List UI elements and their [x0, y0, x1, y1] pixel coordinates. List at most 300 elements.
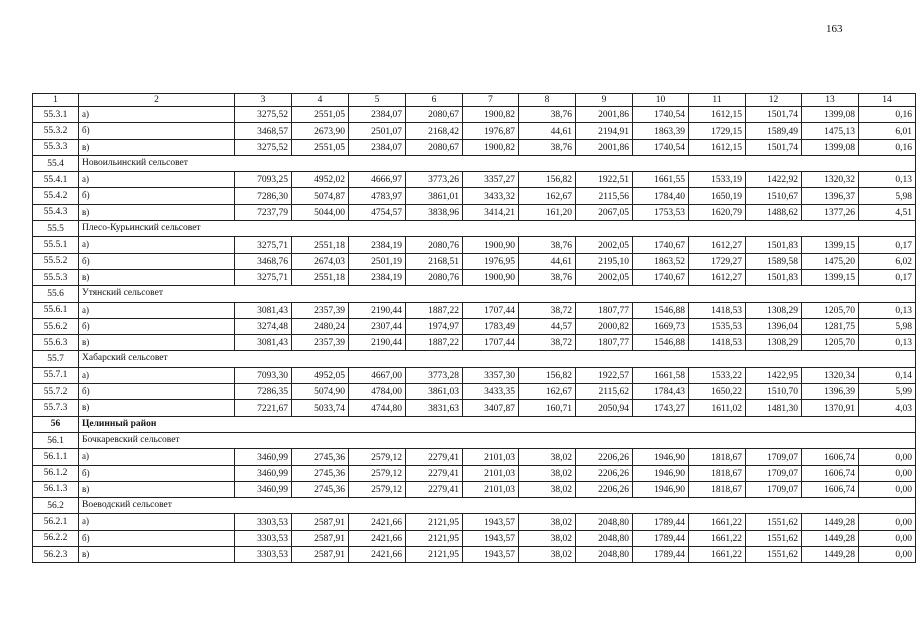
value-cell: 2080,67 [406, 107, 463, 123]
value-cell: 1320,32 [802, 172, 859, 188]
row-id: 55.7.1 [33, 367, 79, 383]
value-cell: 1488,62 [746, 204, 802, 220]
value-cell: 1546,88 [633, 335, 689, 351]
value-cell: 0,00 [859, 465, 916, 481]
value-cell: 1449,28 [802, 547, 859, 563]
value-cell: 1729,15 [689, 123, 746, 139]
value-cell: 2080,76 [406, 269, 463, 285]
value-cell: 1661,58 [633, 367, 689, 383]
value-cell: 1589,58 [746, 253, 802, 269]
value-cell: 4754,57 [349, 204, 406, 220]
value-cell: 1612,15 [689, 139, 746, 155]
value-cell: 3433,35 [463, 384, 519, 400]
value-cell: 2101,03 [463, 481, 519, 497]
value-cell: 2551,05 [292, 139, 349, 155]
value-cell: 0,13 [859, 302, 916, 318]
value-cell: 2067,05 [576, 204, 633, 220]
value-cell: 1946,90 [633, 481, 689, 497]
value-cell: 2002,05 [576, 237, 633, 253]
value-cell: 1669,73 [633, 318, 689, 334]
section-title: Утянский сельсовет [79, 286, 292, 302]
value-cell: 1606,74 [802, 465, 859, 481]
section-row [33, 351, 916, 367]
value-cell: 2357,39 [292, 302, 349, 318]
value-cell: 2384,19 [349, 237, 406, 253]
value-cell: 2115,56 [576, 188, 633, 204]
section-id: 56.2 [33, 498, 79, 514]
value-cell: 2745,36 [292, 465, 349, 481]
column-header: 7 [463, 94, 519, 107]
section-row [33, 498, 916, 514]
value-cell: 1308,29 [746, 302, 802, 318]
value-cell: 1976,87 [463, 123, 519, 139]
value-cell: 3460,99 [235, 481, 292, 497]
value-cell: 2551,05 [292, 107, 349, 123]
value-cell: 1729,27 [689, 253, 746, 269]
value-cell: 1606,74 [802, 449, 859, 465]
value-cell: 2206,26 [576, 465, 633, 481]
value-cell: 2501,07 [349, 123, 406, 139]
value-cell: 1784,40 [633, 188, 689, 204]
value-cell: 4952,05 [292, 367, 349, 383]
table-row [33, 172, 916, 188]
value-cell: 1546,88 [633, 302, 689, 318]
value-cell: 1281,75 [802, 318, 859, 334]
value-cell: 7286,30 [235, 188, 292, 204]
value-cell: 1783,49 [463, 318, 519, 334]
row-variant-label: в) [79, 139, 235, 155]
value-cell: 38,76 [519, 107, 576, 123]
section-title: Целинный район [79, 416, 292, 432]
value-cell: 1740,67 [633, 269, 689, 285]
section-filler [292, 286, 916, 302]
value-cell: 1612,15 [689, 107, 746, 123]
value-cell: 2121,95 [406, 514, 463, 530]
section-id: 55.4 [33, 155, 79, 171]
row-id: 56.2.2 [33, 530, 79, 546]
value-cell: 2745,36 [292, 481, 349, 497]
value-cell: 3831,63 [406, 400, 463, 416]
column-header: 14 [859, 94, 916, 107]
value-cell: 1501,83 [746, 237, 802, 253]
value-cell: 160,71 [519, 400, 576, 416]
value-cell: 1399,08 [802, 139, 859, 155]
value-cell: 5074,90 [292, 384, 349, 400]
value-cell: 1396,39 [802, 384, 859, 400]
value-cell: 3303,53 [235, 530, 292, 546]
value-cell: 1611,02 [689, 400, 746, 416]
row-id: 55.4.1 [33, 172, 79, 188]
value-cell: 3275,52 [235, 139, 292, 155]
value-cell: 0,16 [859, 107, 916, 123]
value-cell: 5,98 [859, 188, 916, 204]
section-row [33, 416, 916, 432]
value-cell: 1789,44 [633, 547, 689, 563]
section-title: Воеводский сельсовет [79, 498, 292, 514]
section-id: 56 [33, 416, 79, 432]
value-cell: 3303,53 [235, 514, 292, 530]
value-cell: 2579,12 [349, 449, 406, 465]
section-id: 55.6 [33, 286, 79, 302]
section-filler [292, 221, 916, 237]
value-cell: 1370,91 [802, 400, 859, 416]
value-cell: 2168,51 [406, 253, 463, 269]
row-id: 56.1.1 [33, 449, 79, 465]
value-cell: 1320,34 [802, 367, 859, 383]
value-cell: 2421,66 [349, 530, 406, 546]
value-cell: 1946,90 [633, 465, 689, 481]
value-cell: 1418,53 [689, 302, 746, 318]
table-row [33, 318, 916, 334]
row-variant-label: б) [79, 465, 235, 481]
value-cell: 1205,70 [802, 302, 859, 318]
value-cell: 2206,26 [576, 449, 633, 465]
value-cell: 5074,87 [292, 188, 349, 204]
value-cell: 1707,44 [463, 302, 519, 318]
value-cell: 1900,90 [463, 237, 519, 253]
value-cell: 1501,74 [746, 107, 802, 123]
value-cell: 2480,24 [292, 318, 349, 334]
value-cell: 1475,20 [802, 253, 859, 269]
value-cell: 1974,97 [406, 318, 463, 334]
value-cell: 3275,71 [235, 237, 292, 253]
table-row [33, 237, 916, 253]
row-id: 55.7.2 [33, 384, 79, 400]
table-row [33, 107, 916, 123]
value-cell: 162,67 [519, 188, 576, 204]
row-variant-label: в) [79, 335, 235, 351]
value-cell: 1551,62 [746, 547, 802, 563]
value-cell: 1501,83 [746, 269, 802, 285]
value-cell: 3460,99 [235, 449, 292, 465]
value-cell: 162,67 [519, 384, 576, 400]
table-row [33, 123, 916, 139]
section-filler [292, 416, 916, 432]
value-cell: 3407,87 [463, 400, 519, 416]
table-row [33, 204, 916, 220]
value-cell: 3838,96 [406, 204, 463, 220]
value-cell: 2384,07 [349, 139, 406, 155]
row-variant-label: б) [79, 188, 235, 204]
value-cell: 2001,86 [576, 107, 633, 123]
value-cell: 1551,62 [746, 530, 802, 546]
value-cell: 1661,22 [689, 530, 746, 546]
value-cell: 1650,19 [689, 188, 746, 204]
row-variant-label: а) [79, 237, 235, 253]
value-cell: 0,13 [859, 172, 916, 188]
table-row [33, 367, 916, 383]
value-cell: 1377,26 [802, 204, 859, 220]
value-cell: 1510,70 [746, 384, 802, 400]
row-id: 55.6.1 [33, 302, 79, 318]
value-cell: 38,76 [519, 269, 576, 285]
value-cell: 0,00 [859, 547, 916, 563]
value-cell: 38,02 [519, 530, 576, 546]
value-cell: 1422,92 [746, 172, 802, 188]
value-cell: 1943,57 [463, 514, 519, 530]
row-id: 55.5.2 [33, 253, 79, 269]
row-variant-label: в) [79, 547, 235, 563]
value-cell: 38,02 [519, 514, 576, 530]
value-cell: 1943,57 [463, 547, 519, 563]
table-row [33, 465, 916, 481]
value-cell: 3275,71 [235, 269, 292, 285]
row-id: 55.5.1 [33, 237, 79, 253]
value-cell: 1707,44 [463, 335, 519, 351]
value-cell: 1900,82 [463, 139, 519, 155]
row-id: 55.3.3 [33, 139, 79, 155]
row-variant-label: в) [79, 204, 235, 220]
value-cell: 1533,22 [689, 367, 746, 383]
section-row [33, 432, 916, 448]
value-cell: 5044,00 [292, 204, 349, 220]
table-row [33, 449, 916, 465]
value-cell: 4744,80 [349, 400, 406, 416]
value-cell: 3357,27 [463, 172, 519, 188]
value-cell: 1661,22 [689, 547, 746, 563]
value-cell: 38,02 [519, 449, 576, 465]
table-row [33, 530, 916, 546]
value-cell: 1818,67 [689, 465, 746, 481]
table-row [33, 269, 916, 285]
value-cell: 1589,49 [746, 123, 802, 139]
section-filler [292, 498, 916, 514]
value-cell: 4783,97 [349, 188, 406, 204]
row-id: 56.1.3 [33, 481, 79, 497]
row-variant-label: в) [79, 269, 235, 285]
value-cell: 1396,37 [802, 188, 859, 204]
value-cell: 1205,70 [802, 335, 859, 351]
table-body [33, 107, 916, 563]
value-cell: 2673,90 [292, 123, 349, 139]
value-cell: 2050,94 [576, 400, 633, 416]
value-cell: 2000,82 [576, 318, 633, 334]
value-cell: 2080,76 [406, 237, 463, 253]
value-cell: 0,17 [859, 237, 916, 253]
value-cell: 2121,95 [406, 530, 463, 546]
value-cell: 7093,25 [235, 172, 292, 188]
value-cell: 7237,79 [235, 204, 292, 220]
value-cell: 2279,41 [406, 449, 463, 465]
table-row [33, 514, 916, 530]
value-cell: 1399,15 [802, 269, 859, 285]
row-variant-label: б) [79, 530, 235, 546]
table-row [33, 481, 916, 497]
row-variant-label: а) [79, 107, 235, 123]
value-cell: 38,02 [519, 547, 576, 563]
row-variant-label: б) [79, 318, 235, 334]
value-cell: 38,76 [519, 139, 576, 155]
value-cell: 2190,44 [349, 335, 406, 351]
value-cell: 1475,13 [802, 123, 859, 139]
value-cell: 2101,03 [463, 465, 519, 481]
value-cell: 1740,54 [633, 107, 689, 123]
value-cell: 1946,90 [633, 449, 689, 465]
table-row [33, 253, 916, 269]
row-id: 55.4.3 [33, 204, 79, 220]
section-filler [292, 432, 916, 448]
value-cell: 1900,90 [463, 269, 519, 285]
value-cell: 2002,05 [576, 269, 633, 285]
value-cell: 1887,22 [406, 335, 463, 351]
value-cell: 1510,67 [746, 188, 802, 204]
column-header: 9 [576, 94, 633, 107]
value-cell: 2121,95 [406, 547, 463, 563]
row-id: 55.6.2 [33, 318, 79, 334]
column-header: 6 [406, 94, 463, 107]
section-title: Бочкаревский сельсовет [79, 432, 292, 448]
value-cell: 1807,77 [576, 335, 633, 351]
value-cell: 3081,43 [235, 302, 292, 318]
value-cell: 7093,30 [235, 367, 292, 383]
section-id: 55.7 [33, 351, 79, 367]
value-cell: 2190,44 [349, 302, 406, 318]
value-cell: 3081,43 [235, 335, 292, 351]
row-id: 55.7.3 [33, 400, 79, 416]
value-cell: 1789,44 [633, 514, 689, 530]
value-cell: 3303,53 [235, 547, 292, 563]
value-cell: 4667,00 [349, 367, 406, 383]
value-cell: 2195,10 [576, 253, 633, 269]
value-cell: 2357,39 [292, 335, 349, 351]
column-header: 12 [746, 94, 802, 107]
value-cell: 2579,12 [349, 465, 406, 481]
value-cell: 2587,91 [292, 547, 349, 563]
value-cell: 2587,91 [292, 530, 349, 546]
row-variant-label: б) [79, 384, 235, 400]
value-cell: 2579,12 [349, 481, 406, 497]
value-cell: 1399,15 [802, 237, 859, 253]
value-cell: 161,20 [519, 204, 576, 220]
value-cell: 0,13 [859, 335, 916, 351]
section-filler [292, 351, 916, 367]
value-cell: 3468,76 [235, 253, 292, 269]
value-cell: 38,02 [519, 465, 576, 481]
value-cell: 3274,48 [235, 318, 292, 334]
column-header: 3 [235, 94, 292, 107]
table-row [33, 400, 916, 416]
section-row [33, 286, 916, 302]
value-cell: 1740,67 [633, 237, 689, 253]
section-title: Новоильинский сельсовет [79, 155, 292, 171]
value-cell: 4784,00 [349, 384, 406, 400]
value-cell: 1418,53 [689, 335, 746, 351]
column-header: 10 [633, 94, 689, 107]
value-cell: 0,17 [859, 269, 916, 285]
value-cell: 2001,86 [576, 139, 633, 155]
table-row [33, 139, 916, 155]
value-cell: 3357,30 [463, 367, 519, 383]
value-cell: 44,61 [519, 123, 576, 139]
row-variant-label: а) [79, 302, 235, 318]
value-cell: 1740,54 [633, 139, 689, 155]
value-cell: 2551,18 [292, 269, 349, 285]
value-cell: 1551,62 [746, 514, 802, 530]
row-id: 56.2.1 [33, 514, 79, 530]
value-cell: 1818,67 [689, 449, 746, 465]
value-cell: 44,61 [519, 253, 576, 269]
value-cell: 2048,80 [576, 547, 633, 563]
value-cell: 1709,07 [746, 465, 802, 481]
value-cell: 156,82 [519, 367, 576, 383]
row-variant-label: а) [79, 449, 235, 465]
value-cell: 5,99 [859, 384, 916, 400]
row-variant-label: б) [79, 123, 235, 139]
value-cell: 2674,03 [292, 253, 349, 269]
value-cell: 2421,66 [349, 547, 406, 563]
value-cell: 0,16 [859, 139, 916, 155]
table-row [33, 547, 916, 563]
page-number: 163 [826, 23, 843, 35]
value-cell: 5033,74 [292, 400, 349, 416]
value-cell: 3773,26 [406, 172, 463, 188]
value-cell: 1789,44 [633, 530, 689, 546]
value-cell: 6,02 [859, 253, 916, 269]
row-variant-label: а) [79, 172, 235, 188]
value-cell: 7221,67 [235, 400, 292, 416]
column-header: 2 [79, 94, 235, 107]
column-header: 1 [33, 94, 79, 107]
value-cell: 1533,19 [689, 172, 746, 188]
value-cell: 2080,67 [406, 139, 463, 155]
value-cell: 2206,26 [576, 481, 633, 497]
value-cell: 1753,53 [633, 204, 689, 220]
value-cell: 0,14 [859, 367, 916, 383]
row-id: 56.1.2 [33, 465, 79, 481]
value-cell: 2501,19 [349, 253, 406, 269]
column-header: 5 [349, 94, 406, 107]
table-row [33, 384, 916, 400]
value-cell: 3861,03 [406, 384, 463, 400]
value-cell: 2421,66 [349, 514, 406, 530]
row-variant-label: а) [79, 514, 235, 530]
value-cell: 2307,44 [349, 318, 406, 334]
value-cell: 3773,28 [406, 367, 463, 383]
value-cell: 38,72 [519, 302, 576, 318]
row-id: 55.5.3 [33, 269, 79, 285]
value-cell: 0,00 [859, 449, 916, 465]
value-cell: 2194,91 [576, 123, 633, 139]
value-cell: 1887,22 [406, 302, 463, 318]
value-cell: 4,03 [859, 400, 916, 416]
value-cell: 1481,30 [746, 400, 802, 416]
value-cell: 1818,67 [689, 481, 746, 497]
value-cell: 1449,28 [802, 530, 859, 546]
value-cell: 4666,97 [349, 172, 406, 188]
row-id: 55.3.2 [33, 123, 79, 139]
value-cell: 156,82 [519, 172, 576, 188]
value-cell: 2048,80 [576, 514, 633, 530]
value-cell: 2115,62 [576, 384, 633, 400]
value-cell: 4952,02 [292, 172, 349, 188]
value-cell: 1612,27 [689, 237, 746, 253]
value-cell: 1396,04 [746, 318, 802, 334]
value-cell: 1399,08 [802, 107, 859, 123]
value-cell: 2384,07 [349, 107, 406, 123]
table-row [33, 188, 916, 204]
value-cell: 2587,91 [292, 514, 349, 530]
value-cell: 1535,53 [689, 318, 746, 334]
value-cell: 2745,36 [292, 449, 349, 465]
column-header: 8 [519, 94, 576, 107]
value-cell: 38,02 [519, 481, 576, 497]
value-cell: 1620,79 [689, 204, 746, 220]
value-cell: 7286,35 [235, 384, 292, 400]
value-cell: 1922,51 [576, 172, 633, 188]
row-variant-label: б) [79, 253, 235, 269]
value-cell: 1743,27 [633, 400, 689, 416]
section-title: Хабарский сельсовет [79, 351, 292, 367]
